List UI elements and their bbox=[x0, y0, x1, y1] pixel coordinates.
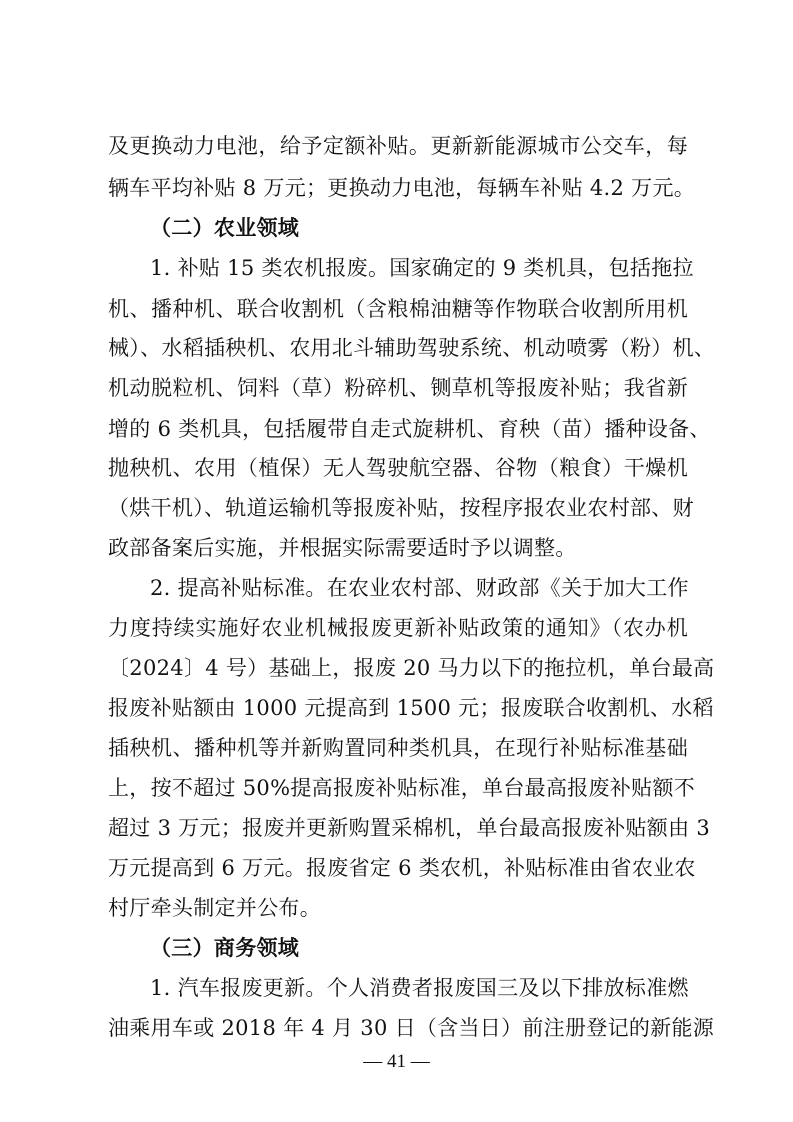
paragraph-line: 超过 3 万元；报废并更新购置采棉机，单台最高报废补贴额由 3 bbox=[108, 816, 711, 840]
paragraph-line: 机动脱粒机、饲料（草）粉碎机、铡草机等报废补贴；我省新 bbox=[108, 376, 688, 400]
paragraph-line: 报废补贴额由 1000 元提高到 1500 元；报废联合收割机、水稻 bbox=[108, 696, 714, 720]
paragraph-line: 1. 汽车报废更新。个人消费者报废国三及以下排放标准燃 bbox=[150, 976, 689, 1000]
paragraph-line: 增的 6 类机具，包括履带自走式旋耕机、育秧（苗）播种设备、 bbox=[108, 417, 711, 441]
paragraph-line: 力度持续实施好农业机械报废更新补贴政策的通知》（农办机 bbox=[108, 616, 688, 640]
paragraph-line: 万元提高到 6 万元。报废省定 6 类农机，补贴标准由省农业农 bbox=[108, 856, 696, 880]
section-heading-agriculture: （二）农业领域 bbox=[150, 216, 300, 240]
paragraph-line: 油乘用车或 2018 年 4 月 30 日（含当日）前注册登记的新能源 bbox=[108, 1016, 715, 1040]
section-heading-commerce: （三）商务领域 bbox=[150, 936, 300, 960]
paragraph-line: 上，按不超过 50%提高报废补贴标准，单台最高报废补贴额不 bbox=[108, 776, 696, 800]
paragraph-line: 〔2024〕4 号）基础上，报废 20 马力以下的拖拉机，单台最高 bbox=[108, 656, 715, 680]
paragraph-line: （烘干机）、轨道运输机等报废补贴，按程序报农业农村部、财 bbox=[108, 496, 694, 520]
paragraph-line: 抛秧机、农用（植保）无人驾驶航空器、谷物（粮食）干燥机 bbox=[108, 456, 688, 480]
paragraph-line: 辆车平均补贴 8 万元；更换动力电池，每辆车补贴 4.2 万元。 bbox=[108, 176, 696, 200]
paragraph-line: 机、播种机、联合收割机（含粮棉油糖等作物联合收割所用机 bbox=[108, 297, 688, 321]
page-number: — 41 — bbox=[363, 1051, 430, 1072]
paragraph-line: 2. 提高补贴标准。在农业农村部、财政部《关于加大工作 bbox=[150, 576, 689, 600]
paragraph-line: 村厅牵头制定并公布。 bbox=[108, 896, 321, 920]
paragraph-line: 械）、水稻插秧机、农用北斗辅助驾驶系统、机动喷雾（粉）机、 bbox=[108, 336, 716, 360]
paragraph-line: 插秧机、播种机等并新购置同种类机具，在现行补贴标准基础 bbox=[108, 736, 688, 760]
paragraph-line: 政部备案后实施，并根据实际需要适时予以调整。 bbox=[108, 536, 577, 560]
paragraph-line: 1. 补贴 15 类农机报废。国家确定的 9 类机具，包括拖拉 bbox=[150, 256, 694, 280]
paragraph-line: 及更换动力电池，给予定额补贴。更新新能源城市公交车，每 bbox=[108, 134, 688, 158]
